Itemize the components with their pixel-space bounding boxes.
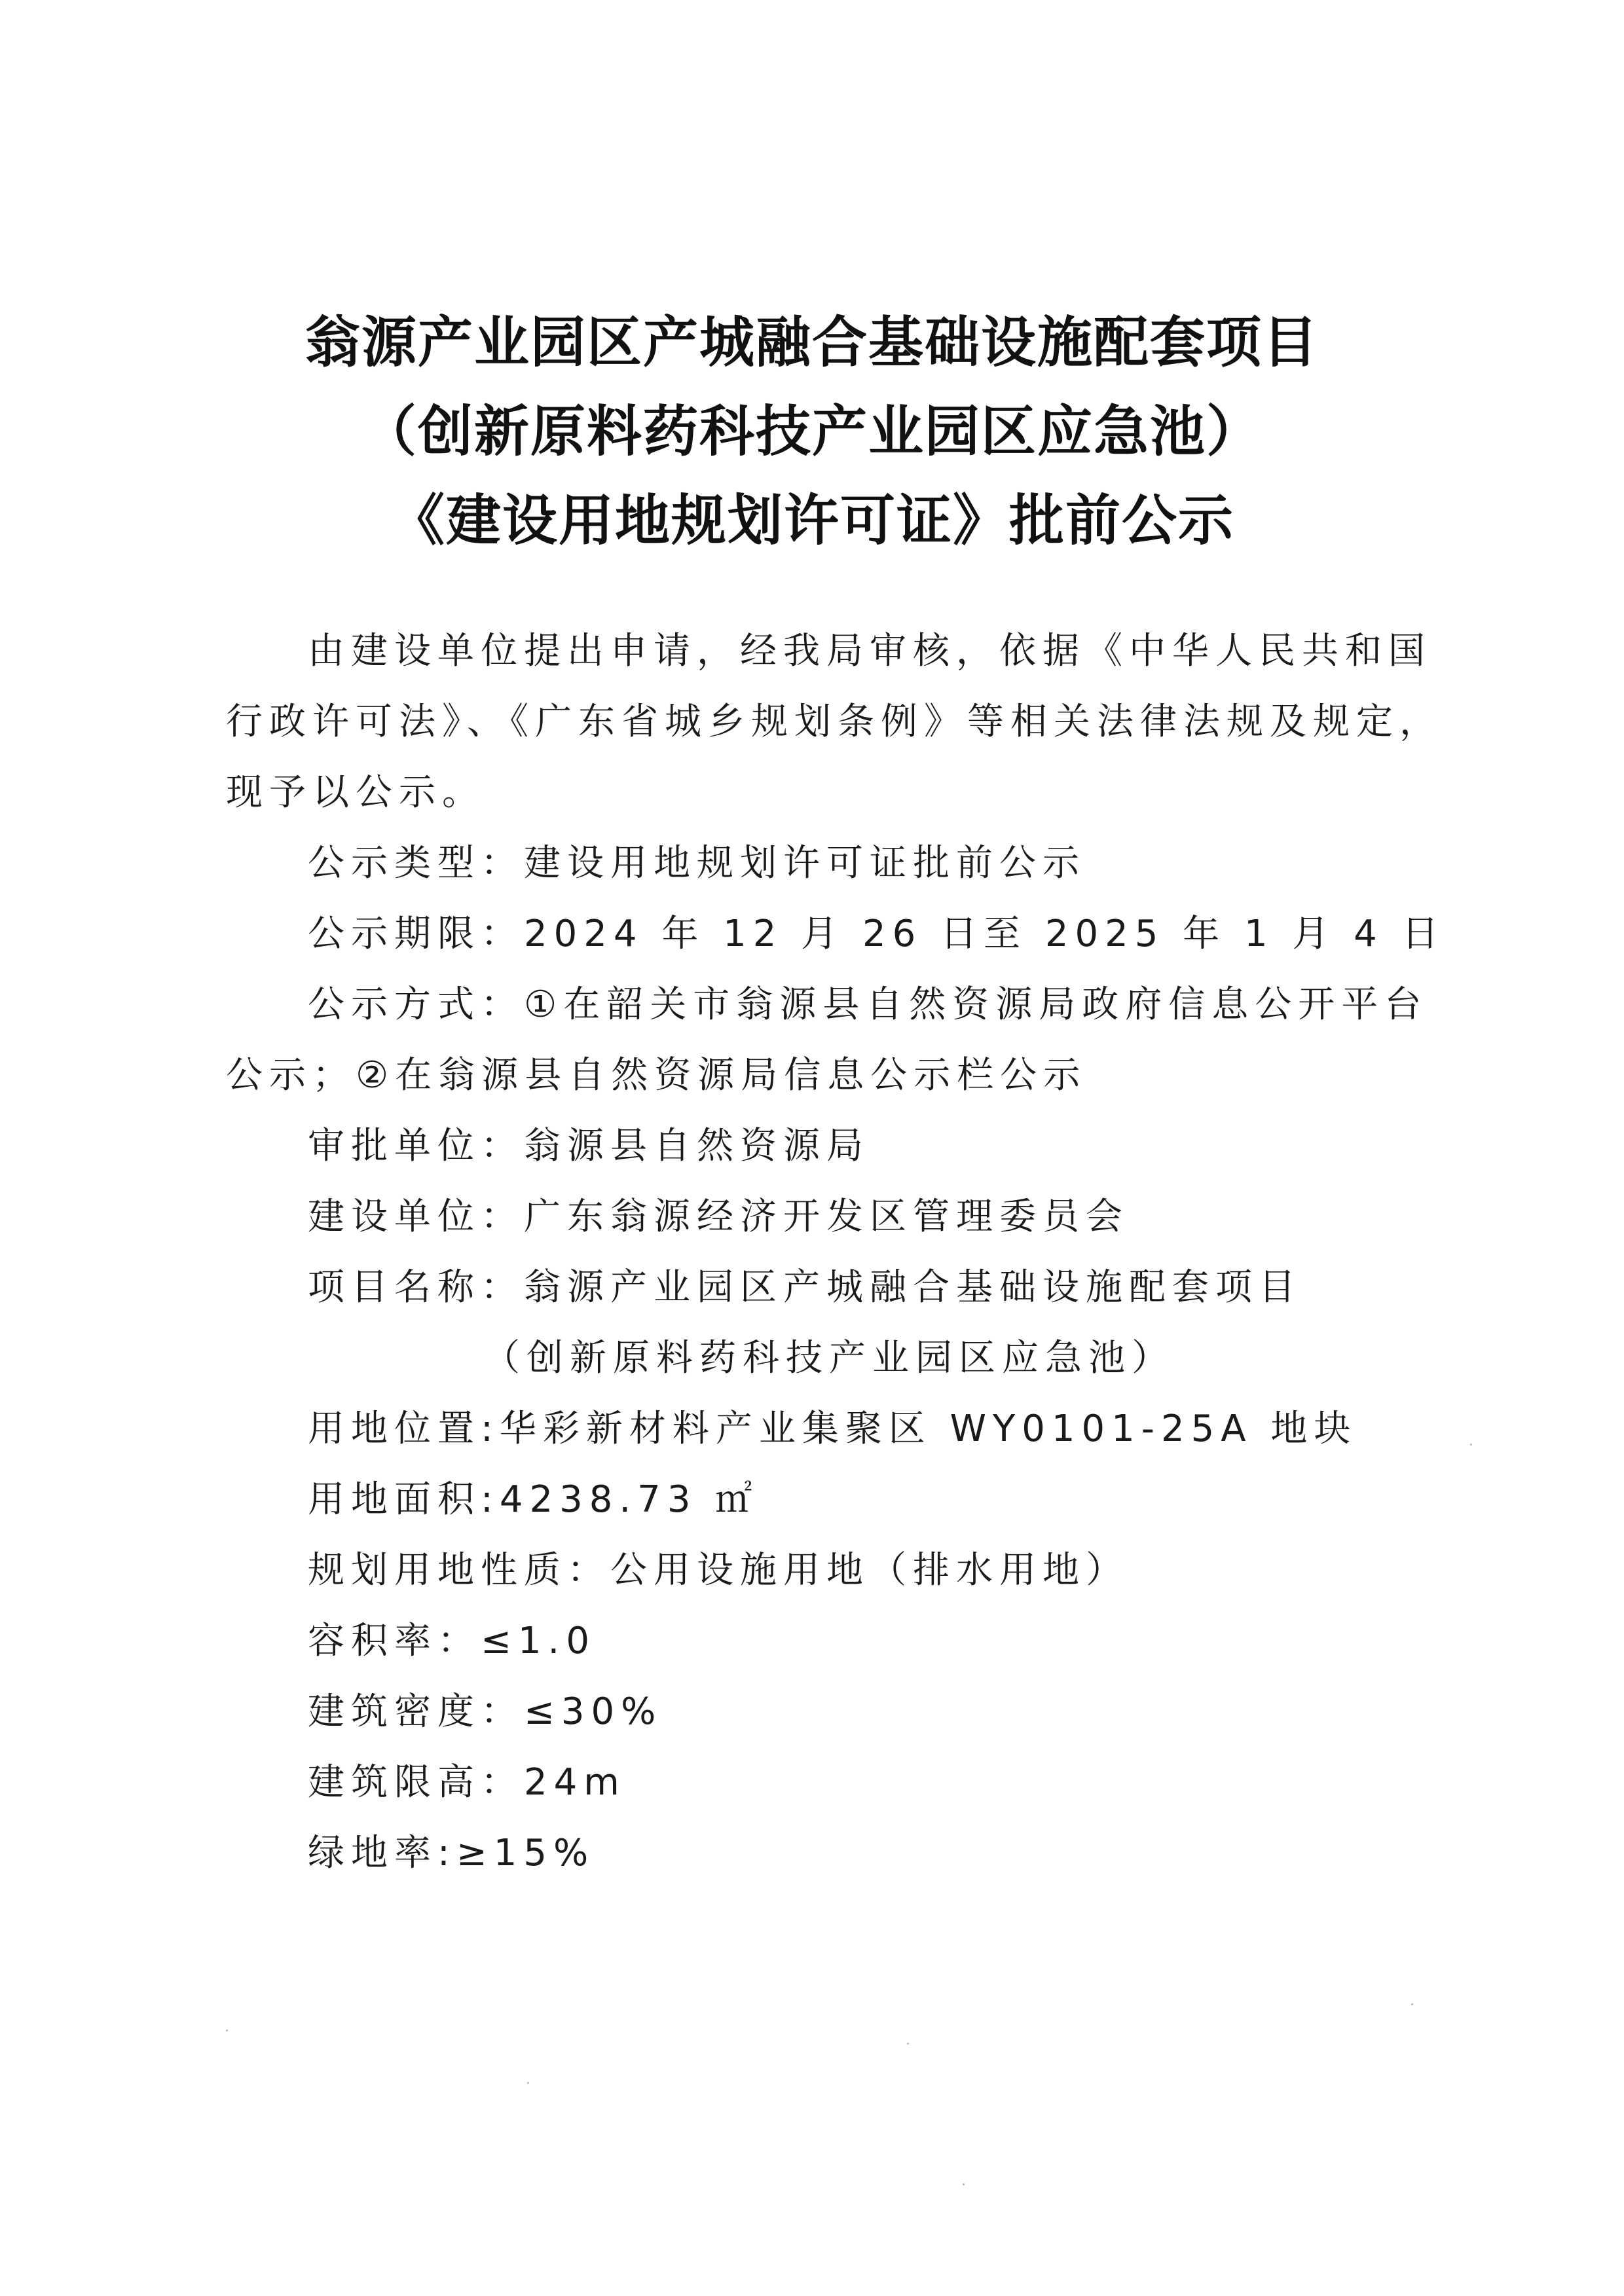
scan-speck	[226, 2030, 228, 2032]
green-ratio: 绿地率:≥15%	[308, 1832, 595, 1874]
scan-speck	[907, 2043, 909, 2045]
project-name-line-2: （创新原料药科技产业园区应急池）	[483, 1337, 1175, 1379]
scan-speck	[527, 2082, 529, 2084]
approval-unit: 审批单位：翁源县自然资源局	[308, 1125, 870, 1167]
notice-period: 公示期限：2024 年 12 月 26 日至 2025 年 1 月 4 日	[308, 913, 1445, 955]
intro-line-1: 由建设单位提出申请，经我局审核，依据《中华人民共和国	[308, 630, 1431, 672]
height-limit: 建筑限高：24m	[308, 1761, 626, 1804]
scan-speck	[1411, 2003, 1413, 2005]
scan-speck	[1470, 1444, 1472, 1446]
land-area: 用地面积:4238.73 ㎡	[308, 1478, 759, 1521]
land-use: 规划用地性质：公用设施用地（排水用地）	[308, 1549, 1129, 1592]
land-location: 用地位置:华彩新材料产业集聚区 WY0101-25A 地块	[308, 1408, 1357, 1450]
plot-ratio: 容积率：≤1.0	[308, 1620, 596, 1662]
project-name-line-1: 项目名称：翁源产业园区产城融合基础设施配套项目	[308, 1266, 1302, 1309]
construction-unit: 建设单位：广东翁源经济开发区管理委员会	[308, 1195, 1129, 1238]
title-line-1: 翁源产业园区产城融合基础设施配套项目	[304, 310, 1319, 374]
intro-line-3: 现予以公示。	[226, 771, 485, 814]
notice-type: 公示类型：建设用地规划许可证批前公示	[308, 842, 1086, 884]
document-title	[0, 298, 1624, 565]
title-line-3: 《建设用地规划许可证》批前公示	[389, 488, 1234, 553]
notice-method-line-2: 公示；②在翁源县自然资源局信息公示栏公示	[226, 1054, 1087, 1097]
scan-speck	[963, 2183, 965, 2185]
building-density: 建筑密度：≤30%	[308, 1690, 663, 1733]
intro-line-2: 行政许可法》、《广东省城乡规划条例》等相关法律法规及规定，	[226, 701, 1443, 743]
title-line-2: （创新原料药科技产业园区应急池）	[361, 399, 1263, 464]
notice-method-line-1: 公示方式：①在韶关市翁源县自然资源局政府信息公开平台	[308, 983, 1428, 1026]
